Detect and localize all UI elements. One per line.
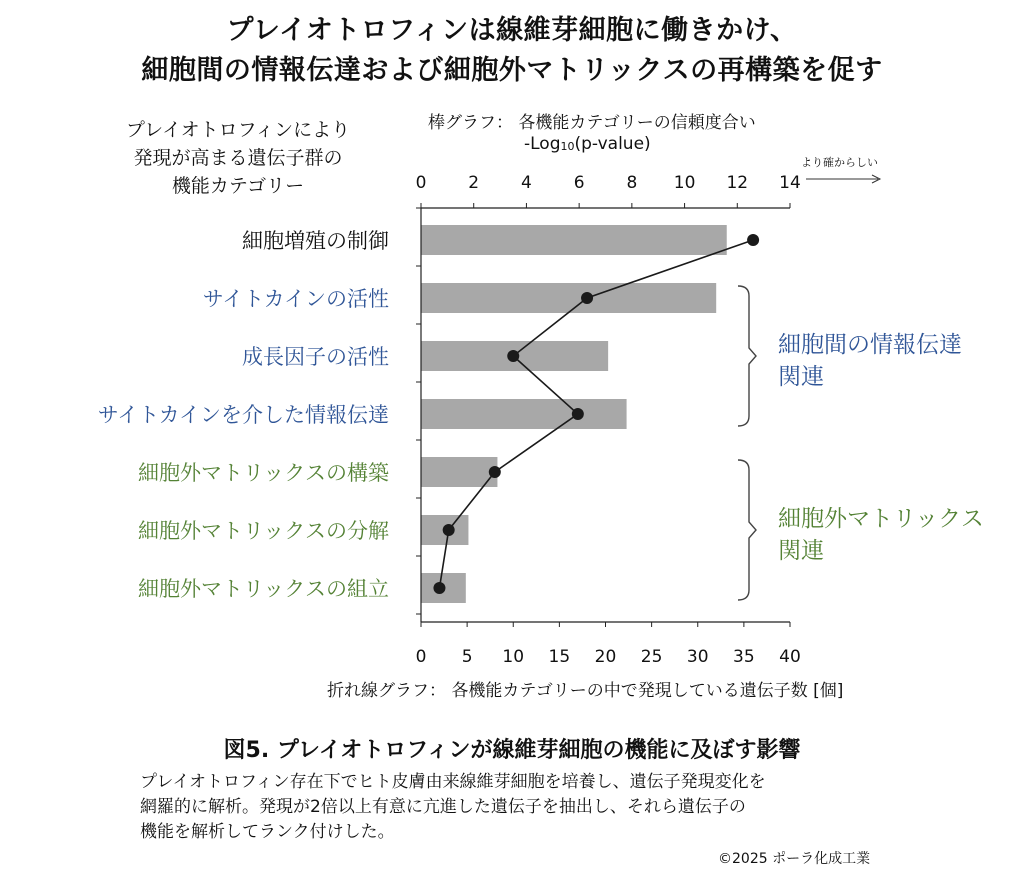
more-likely-label: より確からしい <box>801 156 878 169</box>
category-label: 細胞増殖の制御 <box>242 229 389 253</box>
line-point <box>581 292 593 304</box>
copyright: ©2025 ポーラ化成工業 <box>718 851 871 867</box>
line-point <box>433 582 445 594</box>
group-bracket <box>738 460 756 600</box>
group-label: 細胞外マトリックス <box>778 506 984 532</box>
line-point <box>489 466 501 478</box>
category-header-line: 発現が高まる遺伝子群の <box>133 147 343 169</box>
bottom-axis-tick-label: 25 <box>640 647 663 667</box>
top-axis-tick-label: 0 <box>415 173 427 193</box>
description-line: プレイオトロフィン存在下でヒト皮膚由来線維芽細胞を培養し、遺伝子発現変化を <box>140 772 766 792</box>
line-point <box>443 524 455 536</box>
bar <box>421 225 727 255</box>
line-legend: 折れ線グラフ： 各機能カテゴリーの中で発現している遺伝子数 [個] <box>327 681 844 701</box>
bottom-axis-tick-label: 10 <box>502 647 525 667</box>
top-axis-tick-label: 2 <box>468 173 480 193</box>
description-line: 網羅的に解析。発現が2倍以上有意に亢進した遺伝子を抽出し、それら遺伝子の <box>140 797 746 817</box>
bar <box>421 283 716 313</box>
top-axis-tick-label: 10 <box>673 173 696 193</box>
bar-axis-unit-suffix: (p-value) <box>574 134 651 154</box>
category-label: 細胞外マトリックスの分解 <box>138 519 389 543</box>
group-bracket <box>738 286 756 426</box>
bar-axis-unit-prefix: -Log <box>524 134 561 154</box>
bar <box>421 399 627 429</box>
main-title-line-1: プレイオトロフィンは線維芽細胞に働きかけ、 <box>226 15 798 46</box>
category-label: 細胞外マトリックスの構築 <box>138 461 389 485</box>
bottom-axis-tick-label: 5 <box>461 647 473 667</box>
description <box>140 770 766 845</box>
category-label: 成長因子の活性 <box>242 345 389 369</box>
bottom-axis-tick-label: 40 <box>779 647 801 667</box>
top-axis-tick-label: 8 <box>626 173 638 193</box>
bottom-axis-tick-label: 0 <box>415 647 427 667</box>
bottom-axis-tick-label: 20 <box>594 647 617 667</box>
bottom-axis-tick-label: 30 <box>686 647 709 667</box>
top-axis-tick-label: 6 <box>573 173 585 193</box>
group-label: 細胞間の情報伝達 <box>778 332 962 358</box>
top-axis-tick-label: 4 <box>521 173 532 193</box>
figure-title: 図5. プレイオトロフィンが線維芽細胞の機能に及ぼす影響 <box>223 738 801 763</box>
category-header-line: プレイオトロフィンにより <box>125 119 351 141</box>
category-label: 細胞外マトリックスの組立 <box>138 577 389 601</box>
bar-axis-unit-subscript: 10 <box>560 140 575 153</box>
top-axis-tick-label: 14 <box>779 173 801 193</box>
bottom-axis-tick-label: 15 <box>548 647 571 667</box>
line-point <box>507 350 519 362</box>
group-label: 関連 <box>778 538 824 564</box>
line-point <box>747 234 759 246</box>
group-label: 関連 <box>778 364 824 390</box>
main-title-line-2: 細胞間の情報伝達および細胞外マトリックスの再構築を促す <box>141 55 883 86</box>
line-point <box>572 408 584 420</box>
category-header-line: 機能カテゴリー <box>171 175 305 197</box>
bottom-axis-tick-label: 35 <box>733 647 755 667</box>
bar-legend: 棒グラフ： 各機能カテゴリーの信頼度合い <box>428 113 756 133</box>
description-line: 機能を解析してランク付けした。 <box>140 822 395 842</box>
category-label: サイトカインの活性 <box>202 287 389 311</box>
category-label: サイトカインを介した情報伝達 <box>97 403 389 427</box>
top-axis-tick-label: 12 <box>726 173 749 193</box>
